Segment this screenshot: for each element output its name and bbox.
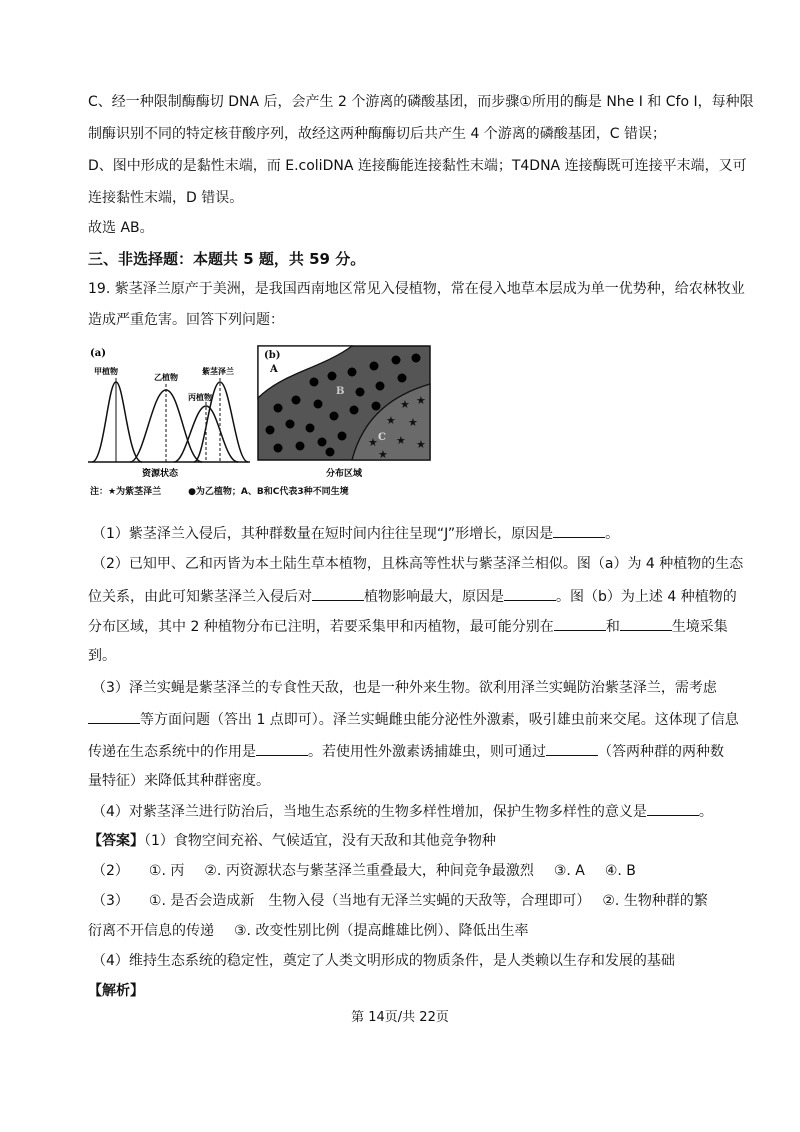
answer-2-part: ①. 丙 [148,863,185,879]
svg-text:★: ★ [416,394,426,407]
question-4 [92,801,713,822]
question-19-stem: 造成严重危害。回答下列问题： [88,312,284,328]
figure-a-graphic [86,344,252,482]
text-line: D、图中形成的是黏性末端，而 E.coliDNA 连接酶能连接黏性末端；T4DNA 连接酶既可连接平末端，又可 [88,158,747,174]
region-b-label: B [336,386,345,397]
figure-note: 注：★为紫茎泽兰 ●为乙植物；A、B和C代表3种不同生境 [90,487,349,497]
curve-jia [92,382,142,462]
question-19-stem: 19. 紫茎泽兰原产于美洲，是我国西南地区常见入侵植物，常在侵入地草本层成为单一优势种，给农林牧业 [88,281,745,297]
text-line: 故选 AB。 [88,220,154,236]
text-line: 制酶识别不同的特定核苷酸序列，故经这两种酶酶切后共产生 4 个游离的磷酸基团，C 错误； [88,126,667,142]
question-3: （3）泽兰实蝇是紫茎泽兰的专食性天敌，也是一种外来生物。欲利用泽兰实蝇防治紫茎泽兰，需考虑 [92,680,717,696]
answer-2-part: ②. 丙资源状态与紫茎泽兰重叠最大，种间竞争最激烈 [204,863,534,879]
q2-text: 和 [605,619,620,635]
q2-text: 分布区域，其中 2 种植物分布已注明，若要采集甲和丙植物，最可能分别在 [88,619,554,635]
answer-3-part: ①. 是否会造成新 生物入侵（当地有无泽兰实蝇的天敌等，合理即可） [148,893,591,909]
answer-3-part: 衍离不开信息的传递 [88,923,214,939]
q2-text: 。图（b）为上述 4 种植物的 [556,589,737,605]
page-footer: 第 14页/共 22页 [351,1010,449,1025]
text-line: 连接黏性末端，D 错误。 [88,190,244,206]
q2-text: 植物影响最大，原因是 [364,589,504,605]
answer-3-number: （3） [92,893,129,909]
q1-text: （1）紫茎泽兰入侵后，其种群数量在短时间内往往呈现“J”形增长，原因是 [92,526,554,542]
q4-text: （4）对紫茎泽兰进行防治后，当地生态系统的生物多样性增加，保护生物多样性的意义是 [92,804,647,820]
answer-tag: 【答案】 [88,833,144,849]
text-line: C、经一种限制酶酶切 DNA 后，会产生 2 个游离的磷酸基团，而步骤①所用的酶是 Nhe I 和 Cfo I，每种限 [88,94,754,110]
figure-b-label: (b) [264,350,281,361]
figure-b-xlabel: 分布区域 [326,469,363,479]
svg-text:★: ★ [378,448,388,461]
answer-blank [554,616,606,631]
region-a-label: A [270,364,278,375]
svg-text:★: ★ [386,414,396,427]
q4-end: 。 [698,804,713,820]
q2-text: 生境采集 [671,619,728,635]
answer-1-text: （1）食物空间充裕、气候适宜，没有天敌和其他竞争物种 [144,833,496,849]
question-3-cont: 量特征）来降低其种群密度。 [88,773,270,789]
answer-3-part: ③. 改变性别比例（提高雌雄比例）、降低出生率 [234,923,529,939]
q3-text: 。若使用性外激素诱捕雄虫，则可通过 [308,744,546,760]
section-heading: 三、非选择题：本题共 5 题，共 59 分。 [88,250,366,268]
answer-blank [88,709,140,724]
q3-text: 等方面问题（答出 1 点即可）。泽兰实蝇雌虫能分泌性外激素，吸引雄虫前来交尾。这体现了信息 [140,712,739,728]
question-1 [92,523,619,544]
answer-2-part: ④. B [604,863,636,879]
question-2: （2）已知甲、乙和丙皆为本土陆生草本植物，且株高等性状与紫茎泽兰相似。图（a）为 4 种植物的生态 [92,556,744,572]
plant-jia-label: 甲植物 [94,367,118,376]
q3-text: （答两种群的两种数 [598,744,724,760]
answer-1 [88,831,496,851]
svg-text:★: ★ [416,438,426,451]
answer-blank [312,586,364,601]
answer-blank [504,586,556,601]
answer-2-number: （2） [92,863,129,879]
answer-3 [92,891,708,911]
question-2-cont [88,616,728,637]
answer-2-part: ③. A [553,863,585,879]
analysis-tag: 【解析】 [88,983,144,999]
plant-zijing-label: 紫茎泽兰 [202,367,234,376]
figure-a [86,344,252,482]
plant-yi-label: 乙植物 [154,373,178,382]
answer-2 [92,861,636,881]
answer-3-part: ②. 生物种群的繁 [602,893,708,909]
svg-text:★: ★ [368,436,378,449]
region-c-label: C [378,432,386,443]
answer-4: （4）维持生态系统的稳定性，奠定了人类文明形成的物质条件，是人类赖以生存和发展的基础 [92,953,675,969]
question-2-cont [88,586,737,607]
plant-bing-label: 丙植物 [188,393,212,402]
figure-b [256,344,432,482]
q2-text: 位关系，由此可知紫茎泽兰入侵后对 [88,589,312,605]
q3-text: 传递在生态系统中的作用是 [88,744,256,760]
question-2-cont: 到。 [88,648,116,664]
figure-b-graphic [256,344,432,482]
answer-blank [546,741,598,756]
answer-blank [647,801,699,816]
answer-blank [620,616,672,631]
figure-a-xlabel: 资源状态 [142,469,179,479]
svg-text:★: ★ [400,398,410,411]
answer-blank [553,523,605,538]
question-3-cont [88,741,724,762]
question-3-cont [88,709,739,730]
svg-text:★: ★ [396,434,406,447]
figure-a-label: (a) [90,348,106,359]
answer-blank [256,741,308,756]
answer-3-cont [88,921,528,941]
q1-end: 。 [605,526,620,542]
svg-text:★: ★ [408,416,418,429]
